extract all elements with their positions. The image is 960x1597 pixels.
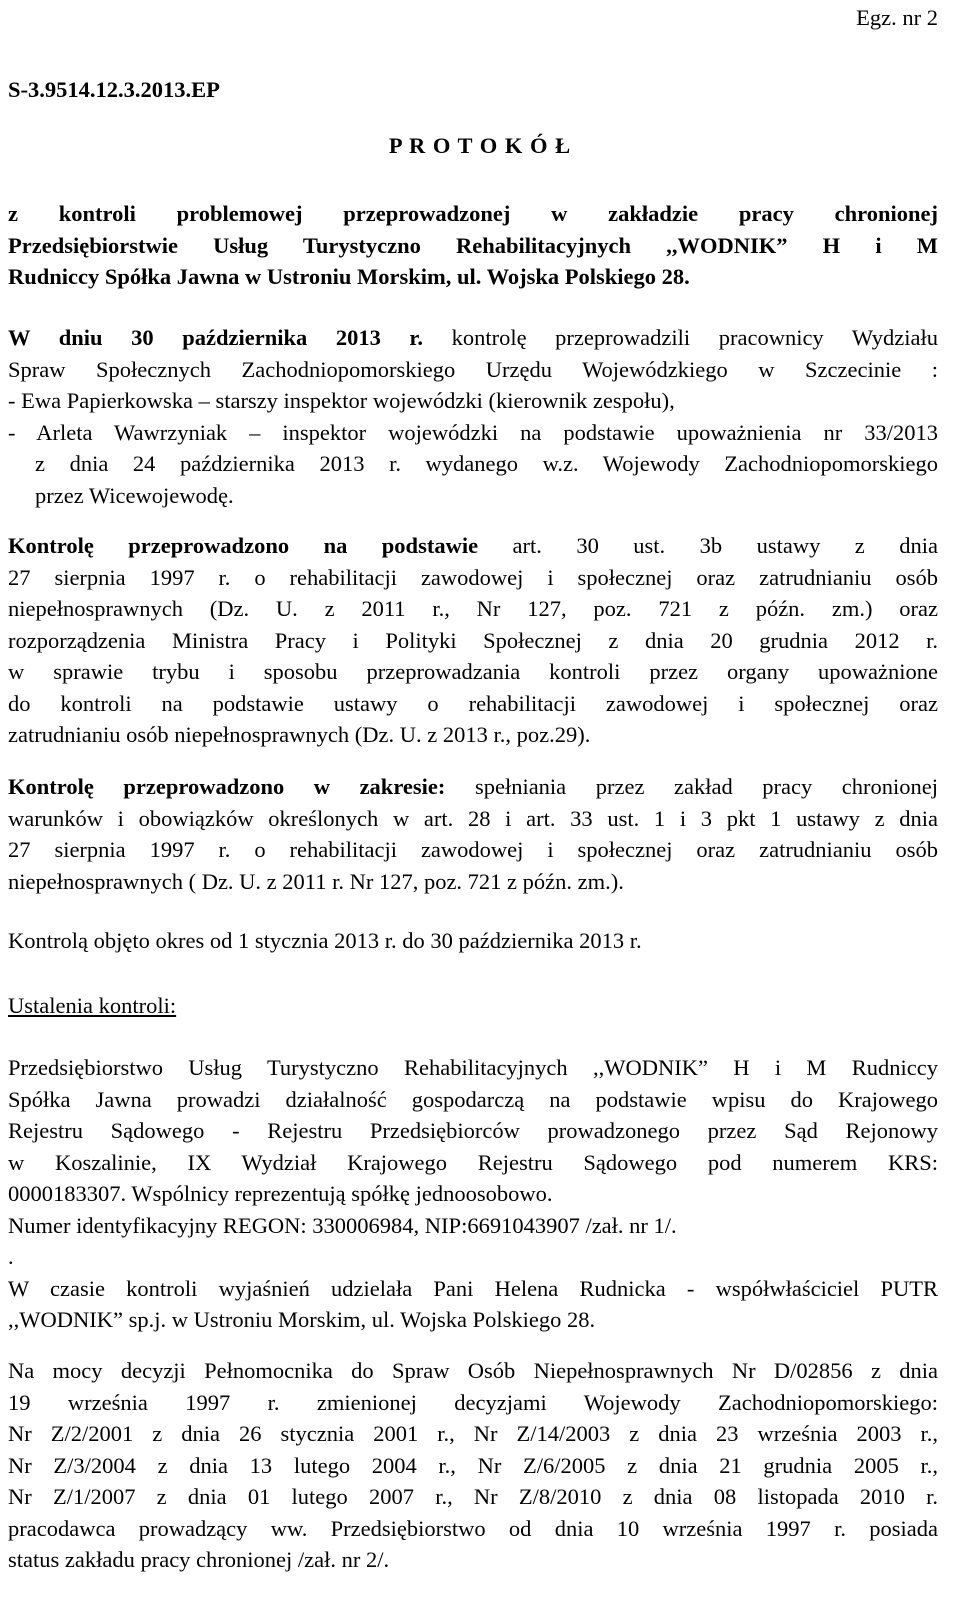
subject-line: Przedsiębiorstwie Usług Turystyczno Rehabilitacyjnych ,,WODNIK” H i M <box>8 232 938 258</box>
basis-line: do kontroli na podstawie ustawy o rehabilitacji zawodowej i społecznej oraz <box>8 690 938 716</box>
findings-line: Numer identyfikacyjny REGON: 330006984, NIP:6691043907 /zał. nr 1/. <box>8 1212 677 1238</box>
basis-line: 27 sierpnia 1997 r. o rehabilitacji zawodowej i społecznej oraz zatrudnianiu osób <box>8 564 938 590</box>
control-date-line: Spraw Społecznych Zachodniopomorskiego Urzędu Wojewódzkiego w Szczecinie : <box>8 356 938 382</box>
scope-line: niepełnosprawnych ( Dz. U. z 2011 r. Nr 127, poz. 721 z późn. zm.). <box>8 868 624 894</box>
document-title: P R O T O K Ó Ł <box>388 133 572 158</box>
copy-number: Egz. nr 2 <box>856 5 938 30</box>
inspector-item-cont: z dnia 24 października 2013 r. wydanego w.z. Wojewody Zachodniopomorskiego <box>35 451 938 476</box>
findings-line: Spółka Jawna prowadzi działalność gospodarczą na podstawie wpisu do Krajowego <box>8 1086 938 1112</box>
findings-line: ,,WODNIK” sp.j. w Ustroniu Morskim, ul. Wojska Polskiego 28. <box>8 1307 596 1332</box>
basis-line <box>8 530 938 562</box>
subject-line: z kontroli problemowej przeprowadzonej w zakładzie pracy chronionej <box>8 201 938 226</box>
scope-text: spełniania przez zakład pracy chronionej <box>445 774 938 799</box>
control-date-text: kontrolę przeprowadzili pracownicy Wydziału <box>422 325 938 350</box>
findings-paragraph-2 <box>8 1355 938 1576</box>
findings-line: Rejestru Sądowego - Rejestru Przedsiębiorców prowadzonego przez Sąd Rejonowy <box>8 1118 938 1143</box>
basis-line: w sprawie trybu i sposobu przeprowadzania kontroli przez organy upoważnione <box>8 659 938 684</box>
subject-block <box>8 198 938 293</box>
decision-line: Nr Z/2/2001 z dnia 26 stycznia 2001 r., Nr Z/14/2003 z dnia 23 września 2003 r., <box>8 1421 938 1446</box>
scope-bold: Kontrolę przeprowadzono w zakresie: <box>8 774 446 799</box>
reference-number: S-3.9514.12.3.2013.EP <box>8 77 220 102</box>
subject-line: Rudniccy Spółka Jawna w Ustroniu Morskim, ul. Wojska Polskiego 28. <box>8 264 690 289</box>
control-date-line <box>8 322 938 354</box>
control-date-bold: W dniu 30 października 2013 r. <box>8 325 423 350</box>
findings-heading-wrap <box>8 990 938 1022</box>
findings-heading: Ustalenia kontroli: <box>8 993 177 1018</box>
findings-line: 0000183307. Wspólnicy reprezentują spółkę jednoosobowo. <box>8 1181 553 1206</box>
findings-line: w Koszalinie, IX Wydział Krajowego Rejestru Sądowego pod numerem KRS: <box>8 1149 938 1175</box>
decision-line: status zakładu pracy chronionej /zał. nr 2/. <box>8 1547 390 1572</box>
decision-line: Na mocy decyzji Pełnomocnika do Spraw Osób Niepełnosprawnych Nr D/02856 z dnia <box>8 1358 938 1383</box>
scope-block <box>8 771 938 897</box>
decision-line: pracodawca prowadzący ww. Przedsiębiorstwo od dnia 10 września 1997 r. posiada <box>8 1515 938 1541</box>
inspector-item: - Ewa Papierkowska – starszy inspektor wojewódzki (kierownik zespołu), <box>8 388 675 413</box>
inspector-item: - Arleta Wawrzyniak – inspektor wojewódzki na podstawie upoważnienia nr 33/2013 <box>8 419 938 445</box>
findings-line: . <box>8 1244 14 1269</box>
basis-line: niepełnosprawnych (Dz. U. z 2011 r., Nr 127, poz. 721 z późn. zm.) oraz <box>8 596 938 621</box>
decision-line: 19 września 1997 r. zmienionej decyzjami Wojewody Zachodniopomorskiego: <box>8 1389 938 1415</box>
basis-block <box>8 530 938 751</box>
decision-line: Nr Z/1/2007 z dnia 01 lutego 2007 r., Nr Z/8/2010 z dnia 08 listopada 2010 r. <box>8 1484 938 1509</box>
scope-line: 27 sierpnia 1997 r. o rehabilitacji zawodowej i społecznej oraz zatrudnianiu osób <box>8 837 938 862</box>
basis-line: rozporządzenia Ministra Pracy i Polityki Społecznej z dnia 20 grudnia 2012 r. <box>8 627 938 653</box>
basis-line: zatrudnianiu osób niepełnosprawnych (Dz. U. z 2013 r., poz.29). <box>8 722 591 747</box>
scope-line <box>8 771 938 803</box>
findings-paragraph-1 <box>8 1052 938 1336</box>
period-text: Kontrolą objęto okres od 1 stycznia 2013 r. do 30 października 2013 r. <box>8 928 642 953</box>
control-date-block <box>8 322 938 511</box>
inspector-item-cont: przez Wicewojewodę. <box>35 482 234 508</box>
findings-line: Przedsiębiorstwo Usług Turystyczno Rehabilitacyjnych ,,WODNIK” H i M Rudniccy <box>8 1055 938 1080</box>
decision-line: Nr Z/3/2004 z dnia 13 lutego 2004 r., Nr Z/6/2005 z dnia 21 grudnia 2005 r., <box>8 1452 938 1478</box>
basis-text: art. 30 ust. 3b ustawy z dnia <box>478 533 938 558</box>
basis-bold: Kontrolę przeprowadzono na podstawie <box>8 533 479 558</box>
findings-line: W czasie kontroli wyjaśnień udzielała Pani Helena Rudnicka - współwłaściciel PUTR <box>8 1275 938 1301</box>
scope-line: warunków i obowiązków określonych w art. 28 i art. 33 ust. 1 i 3 pkt 1 ustawy z dnia <box>8 805 938 831</box>
